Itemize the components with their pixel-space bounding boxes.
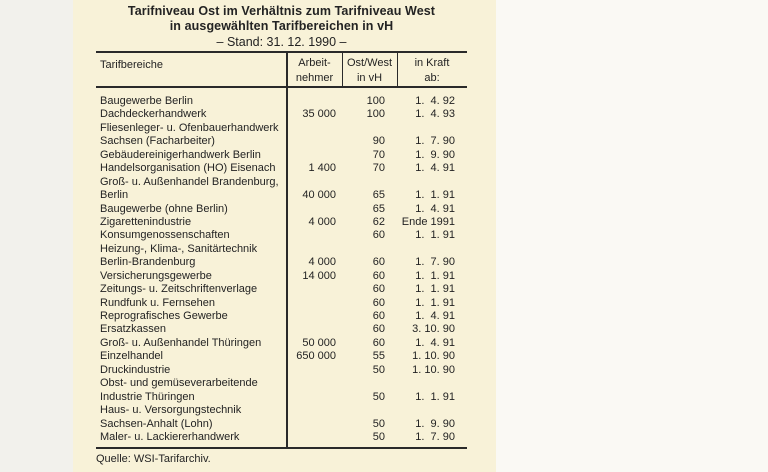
arbeitnehmer-cell: 1 400 (308, 162, 336, 175)
tarifbereich-cell: Sachsen-Anhalt (Lohn) (100, 417, 213, 430)
table-row (96, 122, 467, 135)
arbeitnehmer-cell (287, 95, 342, 108)
table-row (96, 418, 467, 431)
arbeitnehmer-cell (287, 297, 342, 310)
tariff-table (96, 51, 467, 449)
arbeitnehmer-cell (287, 135, 342, 148)
column-header-arbeitnehmer (287, 53, 342, 86)
arbeitnehmer-cell (287, 176, 342, 189)
document-title-line1: Tarifniveau Ost im Verhältnis zum Tarifniveau West (127, 4, 436, 18)
tarifbereich-cell: Versicherungsgewerbe (100, 269, 212, 282)
tarifbereich-cell: Druckindustrie (100, 363, 171, 376)
table-row (96, 243, 467, 256)
table-row (96, 404, 467, 417)
arbeitnehmer-cell (287, 283, 342, 296)
in-kraft-cell: 1. 7. 90 (415, 135, 455, 148)
in-kraft-cell: 1. 9. 90 (415, 417, 455, 430)
arbeitnehmer-cell: 35 000 (302, 108, 336, 121)
column-header-arbeitnehmer-line1: Arbeit- (298, 57, 331, 69)
ost-west-cell: 62 (372, 215, 385, 228)
tarifbereich-cell: Berlin-Brandenburg (100, 256, 196, 269)
tarifbereich-cell: Maler- u. Lackiererhandwerk (100, 430, 240, 443)
column-divider-tarifbereiche (286, 51, 288, 449)
arbeitnehmer-cell (287, 391, 342, 404)
ost-west-cell: 65 (372, 202, 385, 215)
tarifbereich-cell: Industrie Thüringen (100, 390, 195, 403)
arbeitnehmer-cell (287, 203, 342, 216)
table-row (96, 270, 467, 283)
table-row (96, 108, 467, 121)
in-kraft-cell: 1. 1. 91 (415, 296, 455, 309)
column-header-ost-west (342, 53, 397, 86)
arbeitnehmer-cell (287, 149, 342, 162)
ost-west-cell: 50 (372, 430, 385, 443)
column-header-ost-west-line2: in vH (356, 71, 383, 84)
tarifbereich-cell: Ersatzkassen (100, 323, 167, 336)
ost-west-cell: 65 (372, 189, 385, 202)
ost-west-cell: 50 (372, 363, 385, 376)
ost-west-cell: 100 (366, 95, 385, 107)
in-kraft-cell: 1. 4. 91 (415, 336, 455, 349)
table-row (96, 431, 467, 444)
in-kraft-cell: 1. 1. 91 (415, 189, 455, 202)
ost-west-cell (342, 404, 397, 417)
in-kraft-cell: 1. 7. 90 (415, 256, 455, 269)
arbeitnehmer-cell: 4 000 (308, 215, 336, 228)
arbeitnehmer-cell (287, 418, 342, 431)
tarifbereich-cell: Berlin (100, 189, 129, 202)
in-kraft-cell: 1. 4. 91 (415, 202, 455, 215)
tarifbereich-cell: Fliesenleger- u. Ofenbauerhandwerk (100, 121, 279, 134)
ost-west-cell: 60 (372, 229, 385, 242)
table-row (96, 297, 467, 310)
scanned-document-page (73, 0, 496, 472)
in-kraft-cell (397, 377, 467, 390)
ost-west-cell (342, 243, 397, 256)
ost-west-cell (342, 122, 397, 135)
in-kraft-cell: 1. 1. 91 (415, 390, 455, 403)
table-row (96, 391, 467, 404)
column-header-arbeitnehmer-line2: nehmer (295, 71, 334, 84)
tarifbereich-cell: Sachsen (Facharbeiter) (100, 135, 215, 148)
ost-west-cell: 60 (372, 336, 385, 349)
table-row (96, 377, 467, 390)
ost-west-cell: 90 (372, 135, 385, 148)
in-kraft-cell: 1. 4. 91 (415, 162, 455, 175)
arbeitnehmer-cell (287, 377, 342, 390)
ost-west-cell: 100 (366, 108, 385, 121)
in-kraft-cell (397, 243, 467, 256)
in-kraft-cell: 1. 4. 93 (415, 108, 455, 121)
ost-west-cell (342, 176, 397, 189)
table-row (96, 350, 467, 363)
ost-west-cell: 60 (372, 310, 385, 322)
table-row (96, 176, 467, 189)
in-kraft-cell: 1. 10. 90 (412, 350, 455, 363)
tarifbereich-cell: Dachdeckerhandwerk (100, 108, 207, 121)
ost-west-cell: 50 (372, 390, 385, 403)
in-kraft-cell: Ende 1991 (401, 215, 455, 228)
arbeitnehmer-cell (287, 310, 342, 323)
arbeitnehmer-cell (287, 122, 342, 135)
ost-west-cell: 60 (372, 269, 385, 282)
arbeitnehmer-cell: 650 000 (296, 350, 336, 363)
table-row (96, 283, 467, 296)
arbeitnehmer-cell: 14 000 (302, 269, 336, 282)
tarifbereich-cell: Einzelhandel (100, 350, 163, 363)
tarifbereich-cell: Reprografisches Gewerbe (100, 310, 228, 322)
arbeitnehmer-cell (287, 431, 342, 444)
tarifbereich-cell: Groß- u. Außenhandel Thüringen (100, 336, 262, 349)
in-kraft-cell (397, 122, 467, 135)
table-row (96, 337, 467, 350)
in-kraft-cell: 1. 10. 90 (412, 363, 455, 376)
arbeitnehmer-cell: 40 000 (302, 189, 336, 202)
header-divider-ost-west (397, 51, 399, 88)
table-body (96, 88, 467, 449)
arbeitnehmer-cell: 4 000 (308, 256, 336, 269)
table-row (96, 256, 467, 269)
table-row (96, 229, 467, 242)
tarifbereich-cell: Baugewerbe Berlin (100, 95, 193, 107)
column-header-tarifbereiche: Tarifbereiche (100, 59, 163, 71)
document-title-line2: in ausgewählten Tarifbereichen in vH (169, 19, 394, 33)
arbeitnehmer-cell (287, 243, 342, 256)
table-row (96, 149, 467, 162)
in-kraft-cell (397, 404, 467, 417)
document-date-subtitle: – Stand: 31. 12. 1990 – (216, 35, 347, 49)
tarifbereich-cell: Konsumgenossenschaften (100, 229, 230, 242)
in-kraft-cell: 1. 7. 90 (415, 430, 455, 443)
ost-west-cell: 55 (372, 350, 385, 363)
in-kraft-cell: 1. 1. 91 (415, 229, 455, 242)
table-row (96, 203, 467, 216)
ost-west-cell (342, 377, 397, 390)
ost-west-cell: 70 (372, 148, 385, 161)
title-block (96, 4, 467, 50)
table-row (96, 162, 467, 175)
in-kraft-cell: 1. 4. 91 (415, 310, 455, 322)
column-header-in-kraft (397, 53, 467, 86)
in-kraft-cell: 1. 9. 90 (415, 148, 455, 161)
header-divider-arbeitnehmer (342, 51, 344, 88)
in-kraft-cell: 3. 10. 90 (412, 323, 455, 336)
arbeitnehmer-cell (287, 404, 342, 417)
tarifbereich-cell: Groß- u. Außenhandel Brandenburg, (100, 175, 279, 188)
tarifbereich-cell: Gebäudereinigerhandwerk Berlin (100, 148, 261, 161)
tarifbereich-cell: Zigarettenindustrie (100, 215, 192, 228)
source-note: Quelle: WSI-Tarifarchiv. (96, 453, 211, 465)
column-header-in-kraft-line2: ab: (424, 71, 440, 84)
table-row (96, 189, 467, 202)
tarifbereich-cell: Obst- und gemüseverarbeitende (100, 377, 258, 390)
table-row (96, 135, 467, 148)
arbeitnehmer-cell (287, 364, 342, 377)
ost-west-cell: 60 (372, 256, 385, 269)
ost-west-cell: 50 (372, 417, 385, 430)
tarifbereich-cell: Rundfunk u. Fernsehen (100, 296, 215, 309)
table-row (96, 323, 467, 336)
table-row (96, 216, 467, 229)
in-kraft-cell (397, 176, 467, 189)
tarifbereich-cell: Handelsorganisation (HO) Eisenach (100, 162, 276, 175)
in-kraft-cell: 1. 1. 91 (415, 283, 455, 296)
scan-margin-right (496, 0, 768, 472)
arbeitnehmer-cell (287, 229, 342, 242)
in-kraft-cell: 1. 4. 92 (415, 95, 455, 107)
tarifbereich-cell: Baugewerbe (ohne Berlin) (100, 202, 228, 215)
arbeitnehmer-cell: 50 000 (302, 336, 336, 349)
column-header-in-kraft-line1: in Kraft (414, 57, 450, 69)
tarifbereich-cell: Zeitungs- u. Zeitschriftenverlage (100, 283, 258, 296)
in-kraft-cell: 1. 1. 91 (415, 269, 455, 282)
table-row (96, 95, 467, 108)
ost-west-cell: 60 (372, 323, 385, 336)
ost-west-cell: 60 (372, 283, 385, 296)
tarifbereich-cell: Haus- u. Versorgungstechnik (100, 404, 242, 417)
arbeitnehmer-cell (287, 323, 342, 336)
ost-west-cell: 70 (372, 162, 385, 175)
table-row (96, 364, 467, 377)
column-header-ost-west-line1: Ost/West (346, 57, 393, 69)
ost-west-cell: 60 (372, 296, 385, 309)
table-header-row (96, 51, 467, 88)
table-row (96, 310, 467, 323)
tarifbereich-cell: Heizung-, Klima-, Sanitärtechnik (100, 242, 258, 255)
